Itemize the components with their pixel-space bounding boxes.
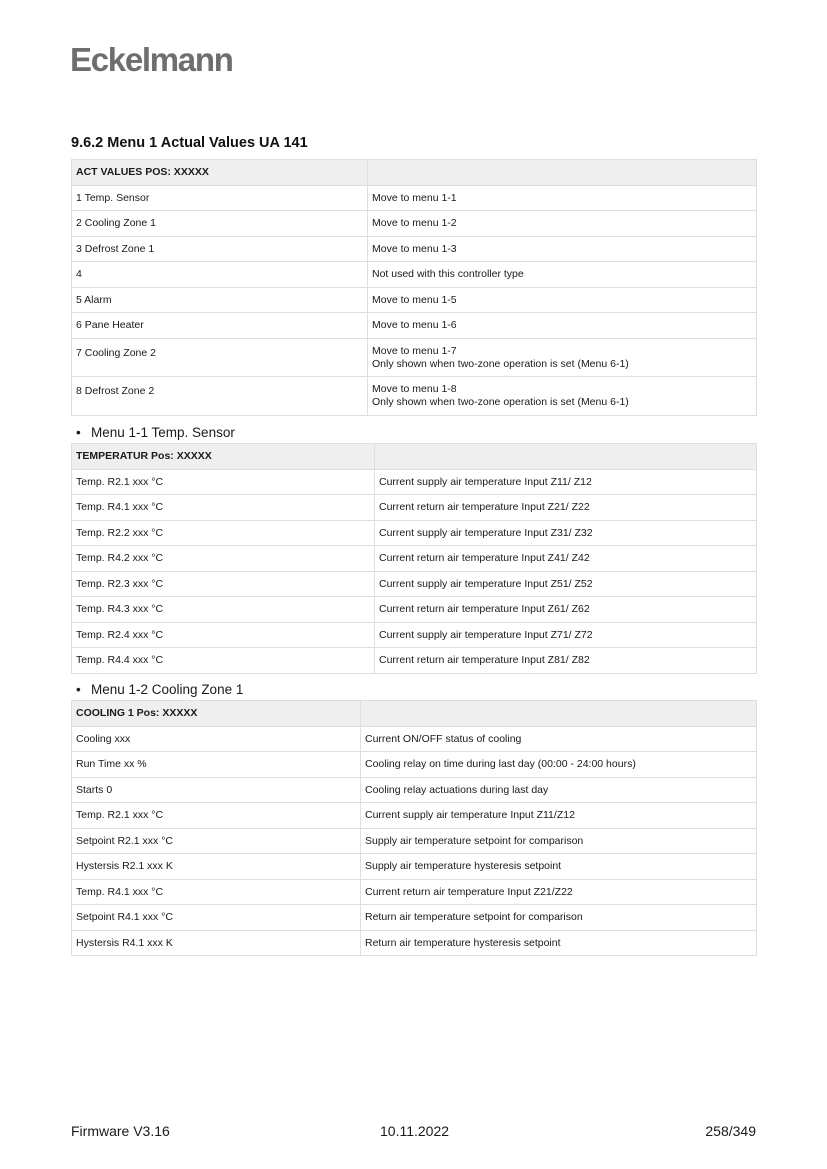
menu-item-label: 3 Defrost Zone 1 xyxy=(72,237,368,262)
table-cell: Setpoint R2.1 xxx °C xyxy=(72,829,361,854)
bullet-menu-1-1 xyxy=(76,425,235,441)
menu-item-label: 2 Cooling Zone 1 xyxy=(72,211,368,237)
section-title: 9.6.2 Menu 1 Actual Values UA 141 xyxy=(71,135,308,151)
table-row xyxy=(72,339,757,377)
table-cell: Temp. R4.1 xxx °C xyxy=(72,880,361,905)
table-row xyxy=(72,262,757,288)
table-row xyxy=(72,211,757,237)
bullet-marker: • xyxy=(76,425,81,440)
table-cell: Current return air temperature Input Z41/ Z42 xyxy=(375,546,757,572)
table-row xyxy=(72,521,757,546)
table-cell: Run Time xx % xyxy=(72,752,361,778)
table-row xyxy=(72,778,757,803)
table-row xyxy=(72,470,757,495)
footer-date: 10.11.2022 xyxy=(380,1123,450,1139)
table-cell: Current ON/OFF status of cooling xyxy=(361,727,757,752)
footer-page-number: 258/349 xyxy=(705,1123,756,1139)
table-cell: Starts 0 xyxy=(72,778,361,803)
menu-item-description: Move to menu 1-5 xyxy=(368,288,757,313)
table-cell: Cooling relay on time during last day (00:00 - 24:00 hours) xyxy=(361,752,757,778)
table-row xyxy=(72,572,757,597)
table-cell: Current return air temperature Input Z81/ Z82 xyxy=(375,648,757,674)
bullet-menu-1-2 xyxy=(76,682,243,698)
table-cell: Temp. R4.2 xxx °C xyxy=(72,546,375,572)
table-cell: Temp. R2.1 xxx °C xyxy=(72,470,375,495)
table-row xyxy=(72,597,757,623)
table-header-cell xyxy=(368,160,757,186)
table-cell: Temp. R2.2 xxx °C xyxy=(72,521,375,546)
table-header-cell: COOLING 1 Pos: XXXXX xyxy=(72,701,361,727)
table-header-row xyxy=(72,701,757,727)
table-row xyxy=(72,237,757,262)
menu-item-label: 6 Pane Heater xyxy=(72,313,368,339)
table-cell: Cooling relay actuations during last day xyxy=(361,778,757,803)
table-row xyxy=(72,288,757,313)
table-cell: Current return air temperature Input Z21/Z22 xyxy=(361,880,757,905)
table-cell: Temp. R2.1 xxx °C xyxy=(72,803,361,829)
table-cell: Supply air temperature setpoint for comparison xyxy=(361,829,757,854)
table-cell: Setpoint R4.1 xxx °C xyxy=(72,905,361,931)
table-row xyxy=(72,854,757,880)
menu-item-description: Move to menu 1-2 xyxy=(368,211,757,237)
table-cell: Supply air temperature hysteresis setpoint xyxy=(361,854,757,880)
table-cell: Current supply air temperature Input Z51/ Z52 xyxy=(375,572,757,597)
table-row xyxy=(72,313,757,339)
menu-item-label: 5 Alarm xyxy=(72,288,368,313)
table-row xyxy=(72,186,757,211)
table-header-row xyxy=(72,160,757,186)
table-cell: Current supply air temperature Input Z11/ Z12 xyxy=(375,470,757,495)
bullet-text: Menu 1-2 Cooling Zone 1 xyxy=(91,682,244,697)
menu-item-description: Move to menu 1-1 xyxy=(368,186,757,211)
table-row xyxy=(72,377,757,416)
table-cell: Current supply air temperature Input Z71/ Z72 xyxy=(375,623,757,648)
bullet-text: Menu 1-1 Temp. Sensor xyxy=(91,425,235,440)
table-cell: Temp. R2.4 xxx °C xyxy=(72,623,375,648)
temperatur-table xyxy=(71,443,757,674)
table-row xyxy=(72,546,757,572)
menu-item-label: 4 xyxy=(72,262,368,288)
table-cell: Cooling xxx xyxy=(72,727,361,752)
footer-firmware: Firmware V3.16 xyxy=(71,1123,170,1139)
table-header-cell xyxy=(375,444,757,470)
menu-item-description: Move to menu 1-7 Only shown when two-zone operation is set (Menu 6-1) xyxy=(368,339,757,377)
table-cell: Current return air temperature Input Z21/ Z22 xyxy=(375,495,757,521)
table-cell: Hystersis R2.1 xxx K xyxy=(72,854,361,880)
table-row xyxy=(72,495,757,521)
menu-item-label: 8 Defrost Zone 2 xyxy=(72,377,368,416)
eckelmann-logo: Eckelmann xyxy=(70,41,233,78)
act-values-table xyxy=(71,159,757,416)
table-row xyxy=(72,905,757,931)
menu-item-label: 7 Cooling Zone 2 xyxy=(72,339,368,377)
table-row xyxy=(72,648,757,674)
table-cell: Temp. R4.1 xxx °C xyxy=(72,495,375,521)
table-header-cell: ACT VALUES POS: XXXXX xyxy=(72,160,368,186)
table-header-cell xyxy=(361,701,757,727)
table-cell: Current return air temperature Input Z61/ Z62 xyxy=(375,597,757,623)
table-header-cell: TEMPERATUR Pos: XXXXX xyxy=(72,444,375,470)
table-row xyxy=(72,803,757,829)
table-cell: Return air temperature setpoint for comparison xyxy=(361,905,757,931)
menu-item-description: Not used with this controller type xyxy=(368,262,757,288)
table-cell: Temp. R4.4 xxx °C xyxy=(72,648,375,674)
table-row xyxy=(72,623,757,648)
table-cell: Temp. R4.3 xxx °C xyxy=(72,597,375,623)
table-header-row xyxy=(72,444,757,470)
table-row xyxy=(72,880,757,905)
table-row xyxy=(72,752,757,778)
table-cell: Current supply air temperature Input Z31/ Z32 xyxy=(375,521,757,546)
table-row xyxy=(72,727,757,752)
menu-item-label: 1 Temp. Sensor xyxy=(72,186,368,211)
cooling-1-table xyxy=(71,700,757,956)
menu-item-description: Move to menu 1-6 xyxy=(368,313,757,339)
table-row xyxy=(72,829,757,854)
menu-item-description: Move to menu 1-8 Only shown when two-zone operation is set (Menu 6-1) xyxy=(368,377,757,416)
bullet-marker: • xyxy=(76,682,81,697)
menu-item-description: Move to menu 1-3 xyxy=(368,237,757,262)
table-row xyxy=(72,931,757,956)
table-cell: Hystersis R4.1 xxx K xyxy=(72,931,361,956)
table-cell: Current supply air temperature Input Z11/Z12 xyxy=(361,803,757,829)
table-cell: Return air temperature hysteresis setpoint xyxy=(361,931,757,956)
table-cell: Temp. R2.3 xxx °C xyxy=(72,572,375,597)
